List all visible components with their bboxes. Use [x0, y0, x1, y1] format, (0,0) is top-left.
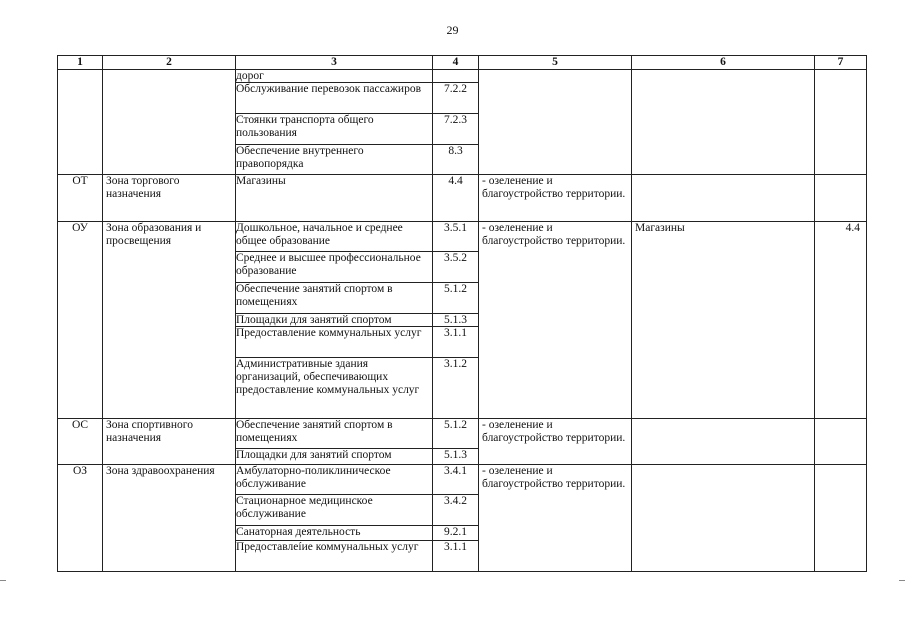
auxiliary-use — [632, 419, 815, 465]
use-code: 3.1.2 — [444, 358, 467, 370]
use-name: Обслуживание перевозок пассажиров — [236, 83, 433, 114]
permitted-uses — [236, 70, 433, 175]
zone-name: Зона спортивного назначения — [103, 419, 236, 465]
zone-conditions: - озеленение и благоустройство территории. — [479, 465, 632, 572]
zone-code: ОС — [58, 419, 103, 465]
zone-code — [58, 70, 103, 175]
permitted-uses — [236, 465, 433, 572]
col-header: 6 — [632, 56, 815, 70]
zone-code: ОУ — [58, 222, 103, 419]
use-codes — [433, 222, 479, 419]
use-code: 5.1.2 — [433, 283, 479, 314]
use-code: 5.1.3 — [444, 449, 467, 461]
use-code: 3.5.2 — [433, 252, 479, 283]
col-header: 2 — [103, 56, 236, 70]
zone-conditions: - озеленение и благоустройство территории. — [479, 419, 632, 465]
col-header: 4 — [433, 56, 479, 70]
use-codes — [433, 175, 479, 222]
use-code: 8.3 — [448, 145, 463, 157]
zone-conditions: - озеленение и благоустройство территории. — [479, 222, 632, 419]
use-code — [433, 70, 479, 83]
use-name: Санаторная деятельность — [236, 526, 433, 541]
zone-name: Зона торгового назначения — [103, 175, 236, 222]
use-code: 3.1.1 — [433, 327, 479, 358]
use-name: Административные здания организаций, обеспечивающих предоставление коммунальных услуг — [236, 358, 420, 396]
zone-name — [103, 70, 236, 175]
auxiliary-use-code — [815, 70, 867, 175]
use-code: 4.4 — [448, 175, 463, 187]
margin-mark — [899, 580, 905, 581]
use-name: дорог — [236, 70, 433, 83]
permitted-uses — [236, 419, 433, 465]
auxiliary-use: Магазины — [632, 222, 815, 419]
use-name: Стационарное медицинское обслуживание — [236, 495, 433, 526]
use-code: 3.1.1 — [444, 541, 467, 553]
use-code: 7.2.3 — [433, 114, 479, 145]
use-code: 9.2.1 — [433, 526, 479, 541]
use-name: Предоставлеíие коммунальных услуг — [236, 541, 419, 553]
zone-name: Зона здравоохранения — [103, 465, 236, 572]
zone-row — [58, 465, 867, 572]
zone-code: ОЗ — [58, 465, 103, 572]
use-code: 3.4.1 — [433, 465, 479, 495]
use-name: Предоставление коммунальных услуг — [236, 327, 433, 358]
auxiliary-use-code — [815, 419, 867, 465]
use-name: Магазины — [236, 175, 286, 187]
use-name: Площадки для занятий спортом — [236, 314, 433, 327]
use-name: Площадки для занятий спортом — [236, 449, 392, 461]
permitted-uses — [236, 222, 433, 419]
use-codes — [433, 70, 479, 175]
zone-row — [58, 175, 867, 222]
zone-conditions — [479, 70, 632, 175]
col-header: 5 — [479, 56, 632, 70]
auxiliary-use-code — [815, 465, 867, 572]
use-code: 7.2.2 — [433, 83, 479, 114]
use-codes — [433, 465, 479, 572]
use-name: Дошкольное, начальное и среднее общее образование — [236, 222, 433, 252]
auxiliary-use — [632, 465, 815, 572]
use-code: 5.1.3 — [433, 314, 479, 327]
zone-code: ОТ — [58, 175, 103, 222]
use-name: Амбулаторно-поликлиническое обслуживание — [236, 465, 433, 495]
col-header: 3 — [236, 56, 433, 70]
auxiliary-use — [632, 175, 815, 222]
use-name: Обеспечение занятий спортом в помещениях — [236, 283, 433, 314]
permitted-uses — [236, 175, 433, 222]
use-codes — [433, 419, 479, 465]
zone-conditions: - озеленение и благоустройство территории. — [479, 175, 632, 222]
zoning-table — [57, 55, 867, 572]
use-name: Обеспечение занятий спортом в помещениях — [236, 419, 433, 449]
auxiliary-use — [632, 70, 815, 175]
zone-row — [58, 419, 867, 465]
continuation-row — [58, 70, 867, 175]
use-name: Обеспечение внутреннего правопорядка — [236, 145, 364, 170]
col-header: 1 — [58, 56, 103, 70]
page-number: 29 — [446, 23, 459, 37]
use-code: 3.5.1 — [433, 222, 479, 252]
zone-name: Зона образования и просвещения — [103, 222, 236, 419]
zone-row — [58, 222, 867, 419]
use-name: Среднее и высшее профессиональное образование — [236, 252, 433, 283]
use-code: 3.4.2 — [433, 495, 479, 526]
use-code: 5.1.2 — [433, 419, 479, 449]
use-name: Стоянки транспорта общего пользования — [236, 114, 433, 145]
margin-mark — [0, 580, 6, 581]
auxiliary-use-code: 4.4 — [815, 222, 867, 419]
auxiliary-use-code — [815, 175, 867, 222]
col-header: 7 — [815, 56, 867, 70]
header-row — [58, 56, 867, 70]
